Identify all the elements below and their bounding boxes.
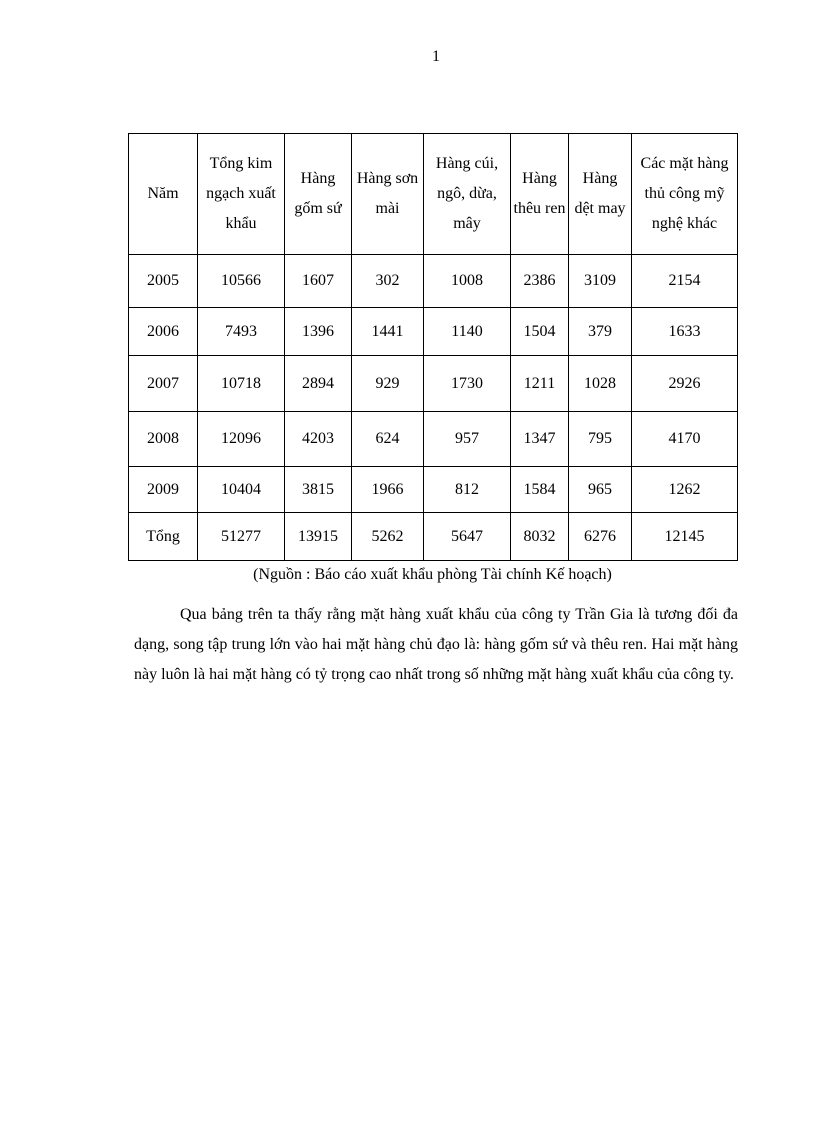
table-cell: 1028 bbox=[569, 356, 632, 412]
table-cell: 1441 bbox=[352, 308, 424, 356]
table-cell: 795 bbox=[569, 412, 632, 467]
table-cell: 2009 bbox=[129, 467, 198, 513]
table-cell: 2007 bbox=[129, 356, 198, 412]
table-cell: 4170 bbox=[632, 412, 738, 467]
table-row bbox=[129, 255, 738, 308]
table-cell: 379 bbox=[569, 308, 632, 356]
table-cell: 6276 bbox=[569, 513, 632, 561]
table-cell: 812 bbox=[424, 467, 511, 513]
table-cell: 957 bbox=[424, 412, 511, 467]
table-cell: 3109 bbox=[569, 255, 632, 308]
body-paragraph: Qua bảng trên ta thấy rằng mặt hàng xuất khẩu của công ty Trần Gia là tương đối đa dạng, song tập trung lớn vào hai mặt hàng chủ đạo là: hàng gốm sứ và thêu ren. Hai mặt hàng này luôn là hai mặt hàng có tỷ trọng cao nhất trong số những mặt hàng xuất khẩu của công ty. bbox=[134, 606, 738, 683]
table-cell: 1504 bbox=[511, 308, 569, 356]
table-cell: 2154 bbox=[632, 255, 738, 308]
table-cell: 1730 bbox=[424, 356, 511, 412]
table-cell: 302 bbox=[352, 255, 424, 308]
page-number: 1 bbox=[432, 48, 440, 65]
table-row bbox=[129, 308, 738, 356]
table-cell: 51277 bbox=[198, 513, 285, 561]
header-embroidery: Hàng thêu ren bbox=[511, 134, 569, 255]
header-total-export: Tổng kim ngạch xuất khẩu bbox=[198, 134, 285, 255]
table-source-note: (Nguồn : Báo cáo xuất khẩu phòng Tài chính Kế hoạch) bbox=[253, 566, 612, 583]
table-cell: 13915 bbox=[285, 513, 352, 561]
table-cell: 2008 bbox=[129, 412, 198, 467]
table-cell: 965 bbox=[569, 467, 632, 513]
table-cell: 1140 bbox=[424, 308, 511, 356]
table-cell: 10404 bbox=[198, 467, 285, 513]
table-cell: 2386 bbox=[511, 255, 569, 308]
table-total-row bbox=[129, 513, 738, 561]
table-cell: 1607 bbox=[285, 255, 352, 308]
header-textile: Hàng dệt may bbox=[569, 134, 632, 255]
table-cell: 10566 bbox=[198, 255, 285, 308]
table-cell: 2926 bbox=[632, 356, 738, 412]
table-cell: 12096 bbox=[198, 412, 285, 467]
table-cell: 2005 bbox=[129, 255, 198, 308]
table-cell: 5647 bbox=[424, 513, 511, 561]
table-cell: Tổng bbox=[129, 513, 198, 561]
header-year: Năm bbox=[129, 134, 198, 255]
table-cell: 1584 bbox=[511, 467, 569, 513]
table-cell: 7493 bbox=[198, 308, 285, 356]
table-row bbox=[129, 412, 738, 467]
table-header-row bbox=[129, 134, 738, 255]
table-cell: 1008 bbox=[424, 255, 511, 308]
table-cell: 12145 bbox=[632, 513, 738, 561]
table-cell: 4203 bbox=[285, 412, 352, 467]
table-cell: 2894 bbox=[285, 356, 352, 412]
header-lacquer: Hàng sơn mài bbox=[352, 134, 424, 255]
table-cell: 2006 bbox=[129, 308, 198, 356]
table-cell: 1262 bbox=[632, 467, 738, 513]
table-cell: 8032 bbox=[511, 513, 569, 561]
table-cell: 5262 bbox=[352, 513, 424, 561]
table-cell: 1347 bbox=[511, 412, 569, 467]
table-cell: 1211 bbox=[511, 356, 569, 412]
table-cell: 1633 bbox=[632, 308, 738, 356]
table-cell: 1966 bbox=[352, 467, 424, 513]
table-cell: 10718 bbox=[198, 356, 285, 412]
table-cell: 1396 bbox=[285, 308, 352, 356]
table-row bbox=[129, 356, 738, 412]
header-rush-corn-coconut-rattan: Hàng cúi, ngô, dừa, mây bbox=[424, 134, 511, 255]
table-cell: 624 bbox=[352, 412, 424, 467]
table-row bbox=[129, 467, 738, 513]
table-cell: 3815 bbox=[285, 467, 352, 513]
header-other-handicrafts: Các mặt hàng thủ công mỹ nghệ khác bbox=[632, 134, 738, 255]
table-cell: 929 bbox=[352, 356, 424, 412]
export-table bbox=[128, 133, 738, 561]
header-ceramics: Hàng gốm sứ bbox=[285, 134, 352, 255]
